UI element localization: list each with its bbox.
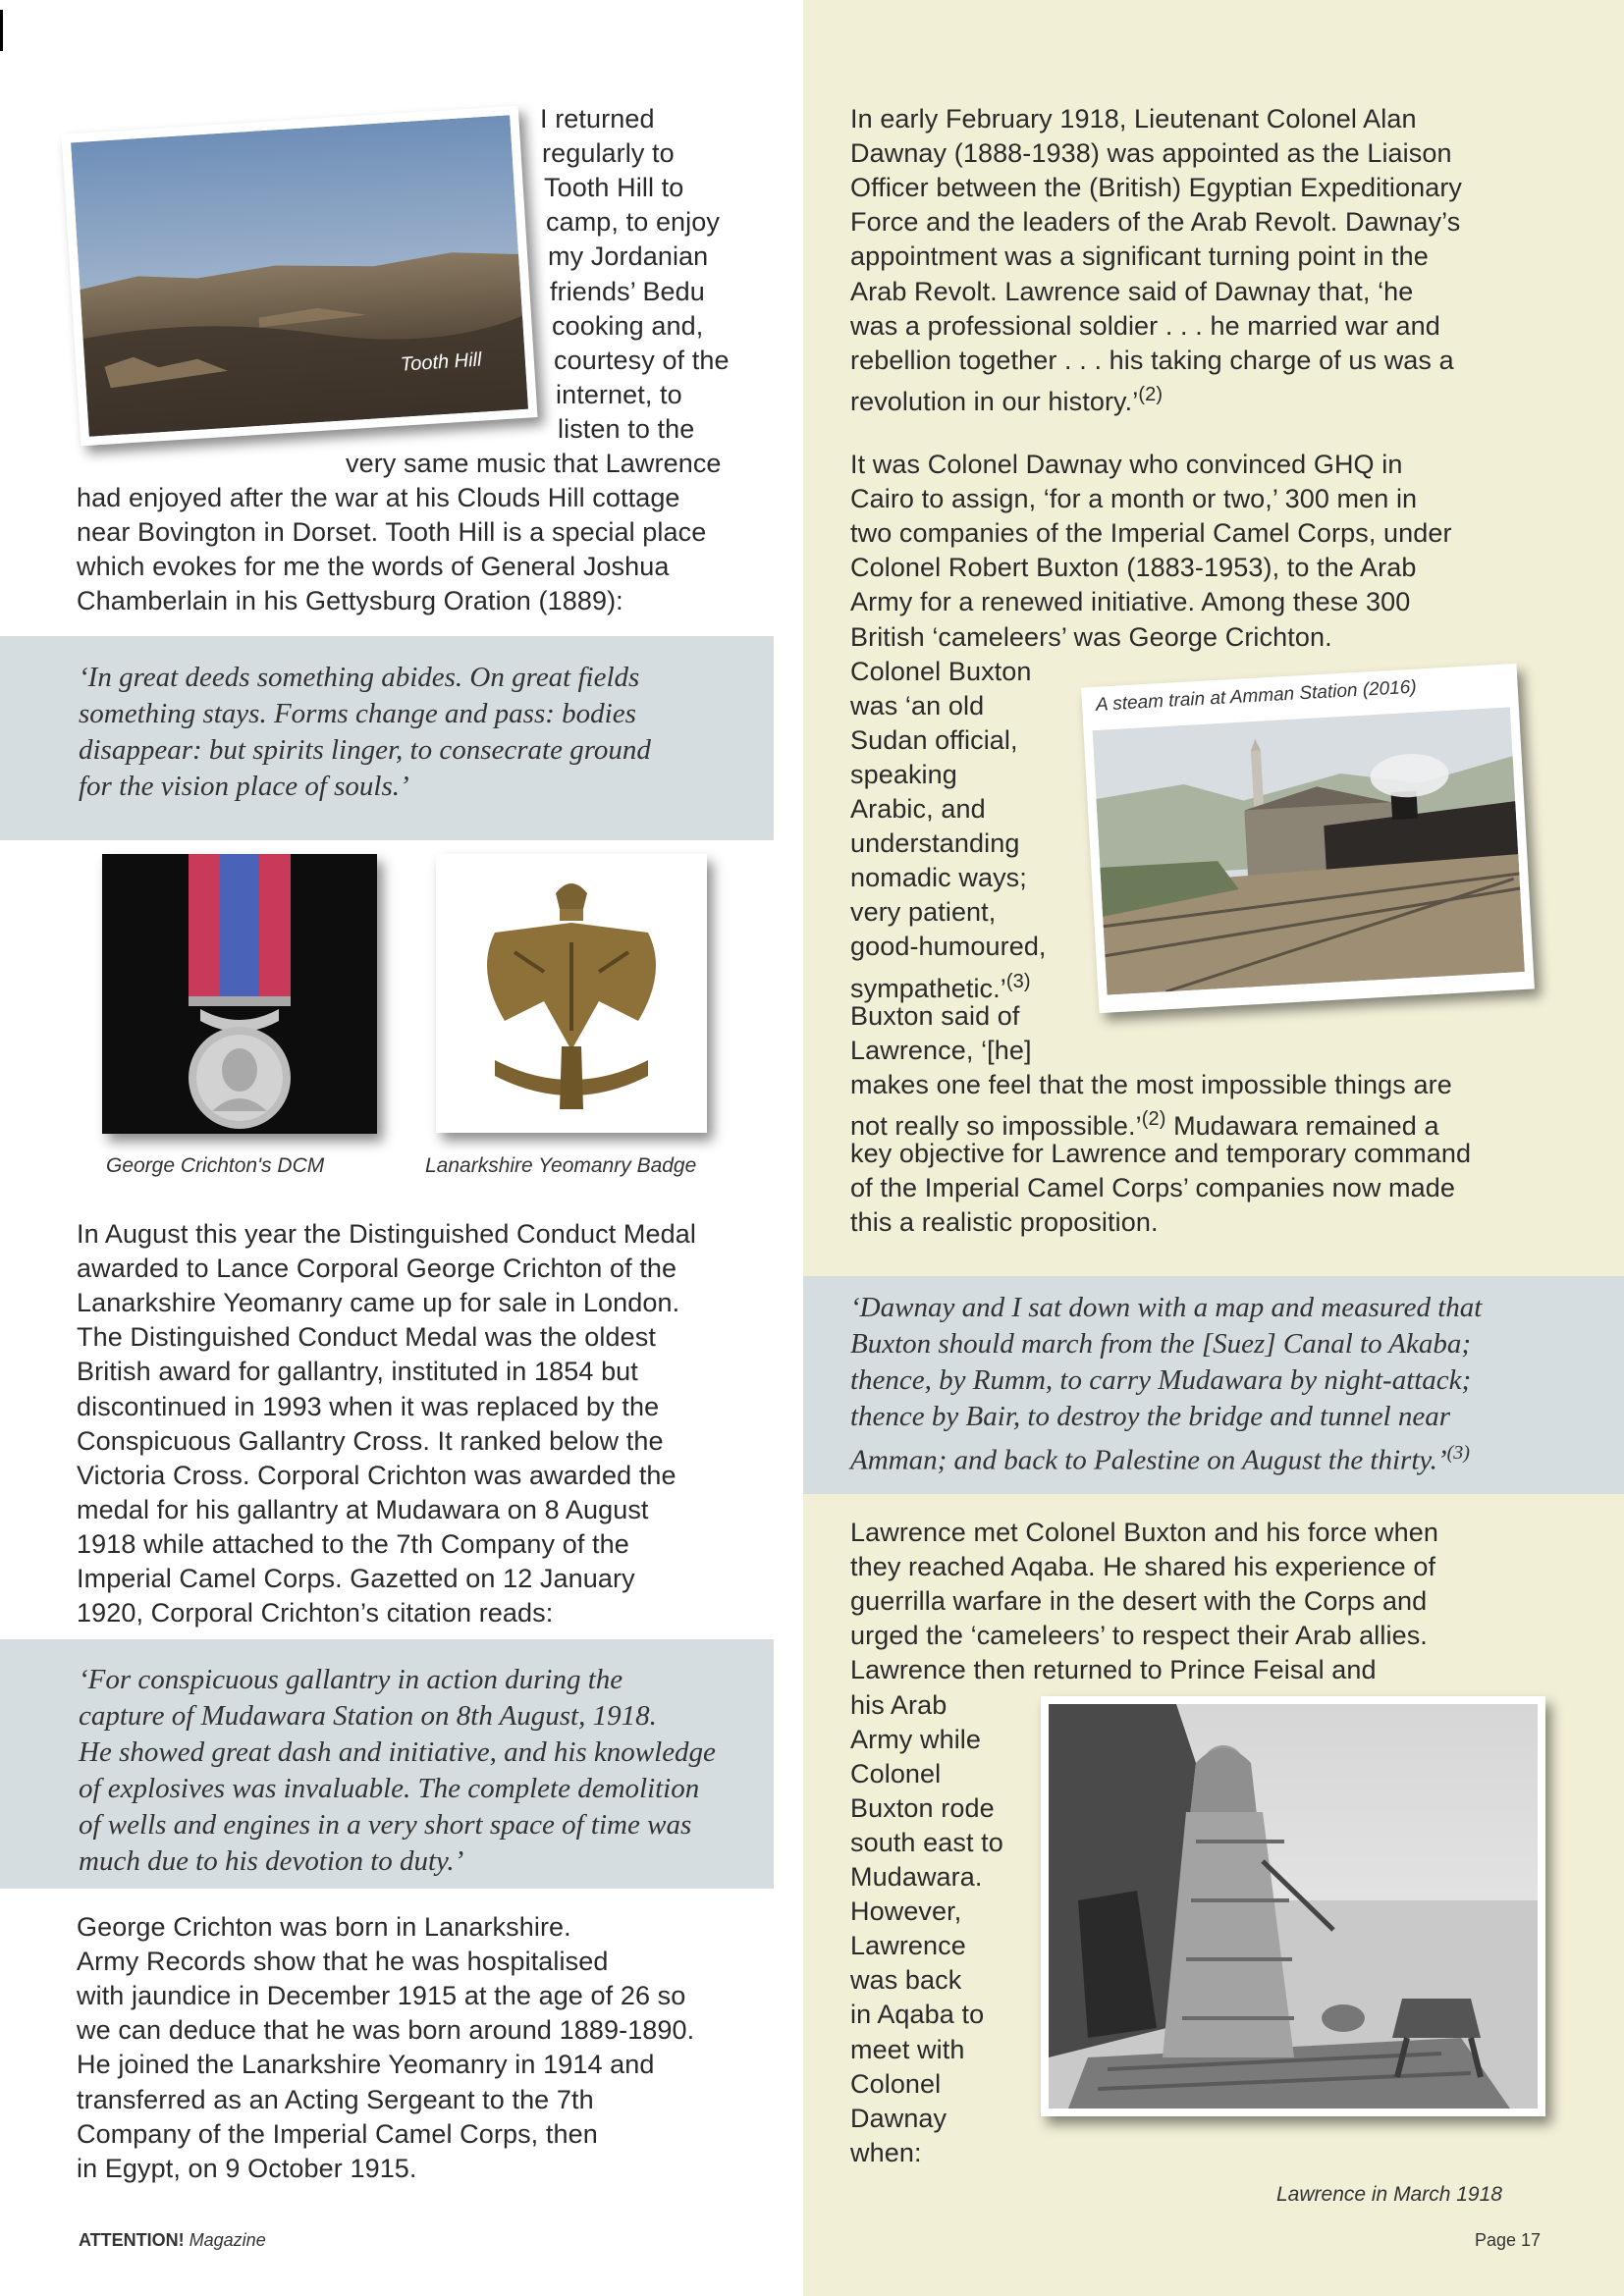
col2-paragraph-2-line xyxy=(850,1034,1032,1068)
col1-p1-line: camp, to enjoy xyxy=(546,207,720,238)
quote-citation-line: He showed great dash and initiative, and his knowledge xyxy=(79,1736,716,1768)
col1-p2-line: Conspicuous Gallantry Cross. It ranked below the xyxy=(77,1425,664,1456)
col2-p1-line: appointment was a significant turning point in the xyxy=(850,241,1429,272)
lanarkshire-badge-photo xyxy=(436,854,707,1133)
col2-p3-line: Lawrence then returned to Prince Feisal and xyxy=(850,1655,1377,1685)
quote-dawnay-line: ‘Dawnay and I sat down with a map and measured that xyxy=(850,1292,1483,1323)
col2-p3-line: south east to xyxy=(850,1827,1003,1857)
col2-p3-line: Colonel xyxy=(850,1758,942,1789)
col1-p2-line: British award for gallantry, instituted in 1854 but xyxy=(77,1357,638,1387)
col2-p2-line: Sudan official, xyxy=(850,724,1018,755)
col1-p3-line: with jaundice in December 1915 at the age of 26 so xyxy=(77,1981,686,2011)
col2-p3-line: they reached Aqaba. He shared his experience of xyxy=(850,1552,1436,1582)
lawrence-image xyxy=(1049,1704,1538,2109)
col1-p3-line: George Crichton was born in Lanarkshire. xyxy=(77,1912,571,1942)
col2-p1-line: was a professional soldier . . . he married war and xyxy=(850,310,1440,341)
col1-p1-line: had enjoyed after the war at his Clouds Hill cottage xyxy=(77,483,680,513)
footnote-ref: (2) xyxy=(1141,1107,1166,1130)
caption-dcm: George Crichton's DCM xyxy=(106,1154,325,1177)
col1-p1-line: I returned xyxy=(540,104,655,133)
caption-lawrence: Lawrence in March 1918 xyxy=(1276,2183,1502,2206)
col2-p2-line: Cairo to assign, ‘for a month or two,’ 300 men in xyxy=(850,484,1418,514)
col1-p1-line: listen to the xyxy=(558,413,695,444)
col2-p1-line: In early February 1918, Lieutenant Colonel Alan xyxy=(850,104,1417,133)
text: not really so impossible.’ xyxy=(850,1110,1142,1141)
quote-citation-line: capture of Mudawara Station on 8th August, 1918. xyxy=(79,1700,657,1732)
col1-p3-line: Army Records show that he was hospitalised xyxy=(77,1947,609,1977)
col2-p3-line: his Arab xyxy=(850,1689,947,1720)
col2-p3-line: urged the ‘cameleers’ to respect their Arab allies. xyxy=(850,1621,1428,1651)
col2-p2-line: Arabic, and xyxy=(850,794,986,824)
lanarkshire-badge-image xyxy=(436,854,707,1133)
quote-dawnay-line: thence, by Rumm, to carry Mudawara by night-attack; xyxy=(850,1364,1472,1396)
col1-p1-line: cooking and, xyxy=(552,310,704,341)
col2-p1-line: Force and the leaders of the Arab Revolt. Dawnay’s xyxy=(850,207,1461,238)
col2-p3-line: meet with xyxy=(850,2034,965,2064)
col2-p3-line: Lawrence xyxy=(850,1931,966,1961)
footnote-ref: (3) xyxy=(1005,970,1031,992)
col1-p2-line: Victoria Cross. Corporal Crichton was awarded the xyxy=(77,1460,677,1490)
col2-paragraph-2-line xyxy=(850,999,1020,1034)
col1-p1-line: internet, to xyxy=(556,379,682,409)
dcm-medal-image xyxy=(102,854,377,1134)
col2-p2-line: Army for a renewed initiative. Among these 300 xyxy=(850,587,1411,617)
quote-gettysburg xyxy=(79,660,651,805)
text: key objective for Lawrence and temporary command xyxy=(850,1139,1472,1168)
quote-dawnay-last-line xyxy=(850,1435,1482,1479)
col2-p1-line: Dawnay (1888-1938) was appointed as the Liaison xyxy=(850,138,1452,169)
steam-train-photo xyxy=(1081,664,1535,1013)
text: Mudawara remained a xyxy=(1165,1110,1439,1141)
col1-p2-line: discontinued in 1993 when it was replaced by the xyxy=(77,1391,660,1421)
quote-citation xyxy=(79,1662,716,1880)
footnote-ref: (2) xyxy=(1138,383,1164,405)
crop-mark xyxy=(0,10,3,51)
col2-p3-line: Dawnay xyxy=(850,2103,947,2133)
col2-p2-line: Colonel Buxton xyxy=(850,656,1032,686)
col1-p2-line: The Distinguished Conduct Medal was the oldest xyxy=(77,1322,656,1353)
col1-p1-line: near Bovington in Dorset. Tooth Hill is a special place xyxy=(77,517,707,548)
col1-p2-line: 1918 while attached to the 7th Company of the xyxy=(77,1528,629,1559)
col1-p2-line: 1920, Corporal Crichton’s citation reads: xyxy=(77,1598,554,1629)
quote-gettysburg-line: something stays. Forms change and pass: bodies xyxy=(79,698,636,729)
text: Amman; and back to Palestine on August the thirty.’ xyxy=(850,1444,1447,1476)
col2-p3-line: when: xyxy=(850,2137,922,2167)
footer-page-number: Page 17 xyxy=(1475,2230,1542,2250)
col2-p2-line: was ‘an old xyxy=(850,690,985,721)
quote-gettysburg-line: ‘In great deeds something abides. On great fields xyxy=(79,662,640,693)
caption-train: A steam train at Amman Station (2016) xyxy=(1095,676,1418,716)
col2-paragraph-2-line xyxy=(850,1205,1159,1240)
text: this a realistic proposition. xyxy=(850,1207,1159,1238)
footer-magazine-bold: ATTENTION! xyxy=(79,2230,185,2250)
col1-p3-line: in Egypt, on 9 October 1915. xyxy=(77,2153,417,2183)
col2-p3-line: Colonel xyxy=(850,2068,942,2099)
col1-p1-line: courtesy of the xyxy=(554,345,730,375)
col2-p2-line: good-humoured, xyxy=(850,932,1047,962)
footer-magazine-italic: Magazine xyxy=(184,2230,266,2250)
col2-paragraph-2-line xyxy=(850,1137,1471,1171)
text: Lawrence, ‘[he] xyxy=(850,1035,1032,1065)
quote-citation-line: of wells and engines in a very short space of time was xyxy=(79,1809,692,1841)
col2-p3-line: was back xyxy=(850,1965,962,1996)
col2-paragraph-1-last-line xyxy=(850,378,1163,419)
col2-p2-line: speaking xyxy=(850,759,957,789)
col2-paragraph-2-line xyxy=(850,1068,1452,1102)
col2-p2-line: nomadic ways; xyxy=(850,863,1027,893)
quote-gettysburg-line: disappear: but spirits linger, to consecrate ground xyxy=(79,734,651,766)
tooth-hill-photo xyxy=(61,106,537,447)
col1-p1-line: regularly to xyxy=(542,138,675,169)
col2-p3-line: Mudawara. xyxy=(850,1862,983,1892)
text: revolution in our history.’ xyxy=(850,386,1139,416)
quote-dawnay-line: Buxton should march from the [Suez] Canal to Akaba; xyxy=(850,1328,1472,1360)
col1-p3-line: Company of the Imperial Camel Corps, then xyxy=(77,2118,598,2149)
col1-p1-line: friends’ Bedu xyxy=(550,276,705,306)
col1-p1-line: my Jordanian xyxy=(548,241,709,272)
footer-magazine xyxy=(79,2230,266,2251)
col2-p2-line: two companies of the Imperial Camel Corps, under xyxy=(850,518,1452,549)
quote-dawnay xyxy=(850,1290,1482,1479)
caption-tooth-hill: Tooth Hill xyxy=(400,348,483,376)
col2-p3-line: Army while xyxy=(850,1724,982,1754)
text: Buxton said of xyxy=(850,1000,1020,1031)
col2-p2-line: understanding xyxy=(850,828,1020,859)
col1-p1-line: Chamberlain in his Gettysburg Oration (1889): xyxy=(77,586,623,616)
text: of the Imperial Camel Corps’ companies now made xyxy=(850,1173,1455,1203)
col2-p3-line: guerrilla warfare in the desert with the Corps and xyxy=(850,1586,1428,1617)
col2-p1-line: rebellion together . . . his taking charge of us was a xyxy=(850,345,1454,375)
quote-gettysburg-line: for the vision place of souls.’ xyxy=(79,771,409,802)
col2-p2-line: very patient, xyxy=(850,897,997,928)
lawrence-photo xyxy=(1041,1696,1545,2116)
col2-p1-line: Arab Revolt. Lawrence said of Dawnay that, ‘he xyxy=(850,276,1414,306)
col1-p3-line: He joined the Lanarkshire Yeomanry in 1914 and xyxy=(77,2050,655,2080)
col2-paragraph-2-line xyxy=(850,1171,1455,1205)
col2-p3-line: Buxton rode xyxy=(850,1792,995,1823)
quote-citation-line: of explosives was invaluable. The complete demolition xyxy=(79,1773,700,1804)
col1-p3-line: we can deduce that he was born around 1889-1890. xyxy=(77,2015,695,2046)
quote-citation-line: ‘For conspicuous gallantry in action during the xyxy=(79,1664,623,1695)
text: sympathetic.’ xyxy=(850,973,1006,1003)
col2-p3-line: in Aqaba to xyxy=(850,2000,985,2030)
col2-p2-line: Colonel Robert Buxton (1883-1953), to the Arab xyxy=(850,553,1417,583)
col1-p2-line: medal for his gallantry at Mudawara on 8 August xyxy=(77,1494,649,1524)
tooth-hill-image xyxy=(71,115,528,437)
col2-p3-line: However, xyxy=(850,1896,962,1927)
col2-p2-line: British ‘cameleers’ was George Crichton. xyxy=(850,621,1332,652)
col2-p3-line: Lawrence met Colonel Buxton and his force when xyxy=(850,1518,1438,1547)
col1-p2-line: In August this year the Distinguished Conduct Medal xyxy=(77,1219,696,1249)
col1-p2-line: awarded to Lance Corporal George Crichton of the xyxy=(77,1254,677,1284)
quote-dawnay-line: thence by Bair, to destroy the bridge and tunnel near xyxy=(850,1401,1451,1432)
col2-p1-line: Officer between the (British) Egyptian Expeditionary xyxy=(850,173,1463,203)
col1-p1-line: Tooth Hill to xyxy=(544,173,684,203)
text: makes one feel that the most impossible things are xyxy=(850,1069,1452,1099)
col1-p1-line: which evokes for me the words of General Joshua xyxy=(77,552,670,582)
caption-badge: Lanarkshire Yeomanry Badge xyxy=(425,1154,697,1177)
col1-p3-line: transferred as an Acting Sergeant to the 7th xyxy=(77,2084,594,2114)
col1-p2-line: Lanarkshire Yeomanry came up for sale in London. xyxy=(77,1288,680,1318)
dcm-medal-photo xyxy=(102,854,377,1134)
col1-p2-line: Imperial Camel Corps. Gazetted on 12 January xyxy=(77,1564,635,1593)
col1-p1-line: very same music that Lawrence xyxy=(346,449,722,478)
col2-p2-line: It was Colonel Dawnay who convinced GHQ in xyxy=(850,450,1403,479)
footnote-ref: (3) xyxy=(1446,1442,1470,1464)
quote-citation-line: much due to his devotion to duty.’ xyxy=(79,1845,464,1877)
steam-train-image xyxy=(1093,707,1525,994)
